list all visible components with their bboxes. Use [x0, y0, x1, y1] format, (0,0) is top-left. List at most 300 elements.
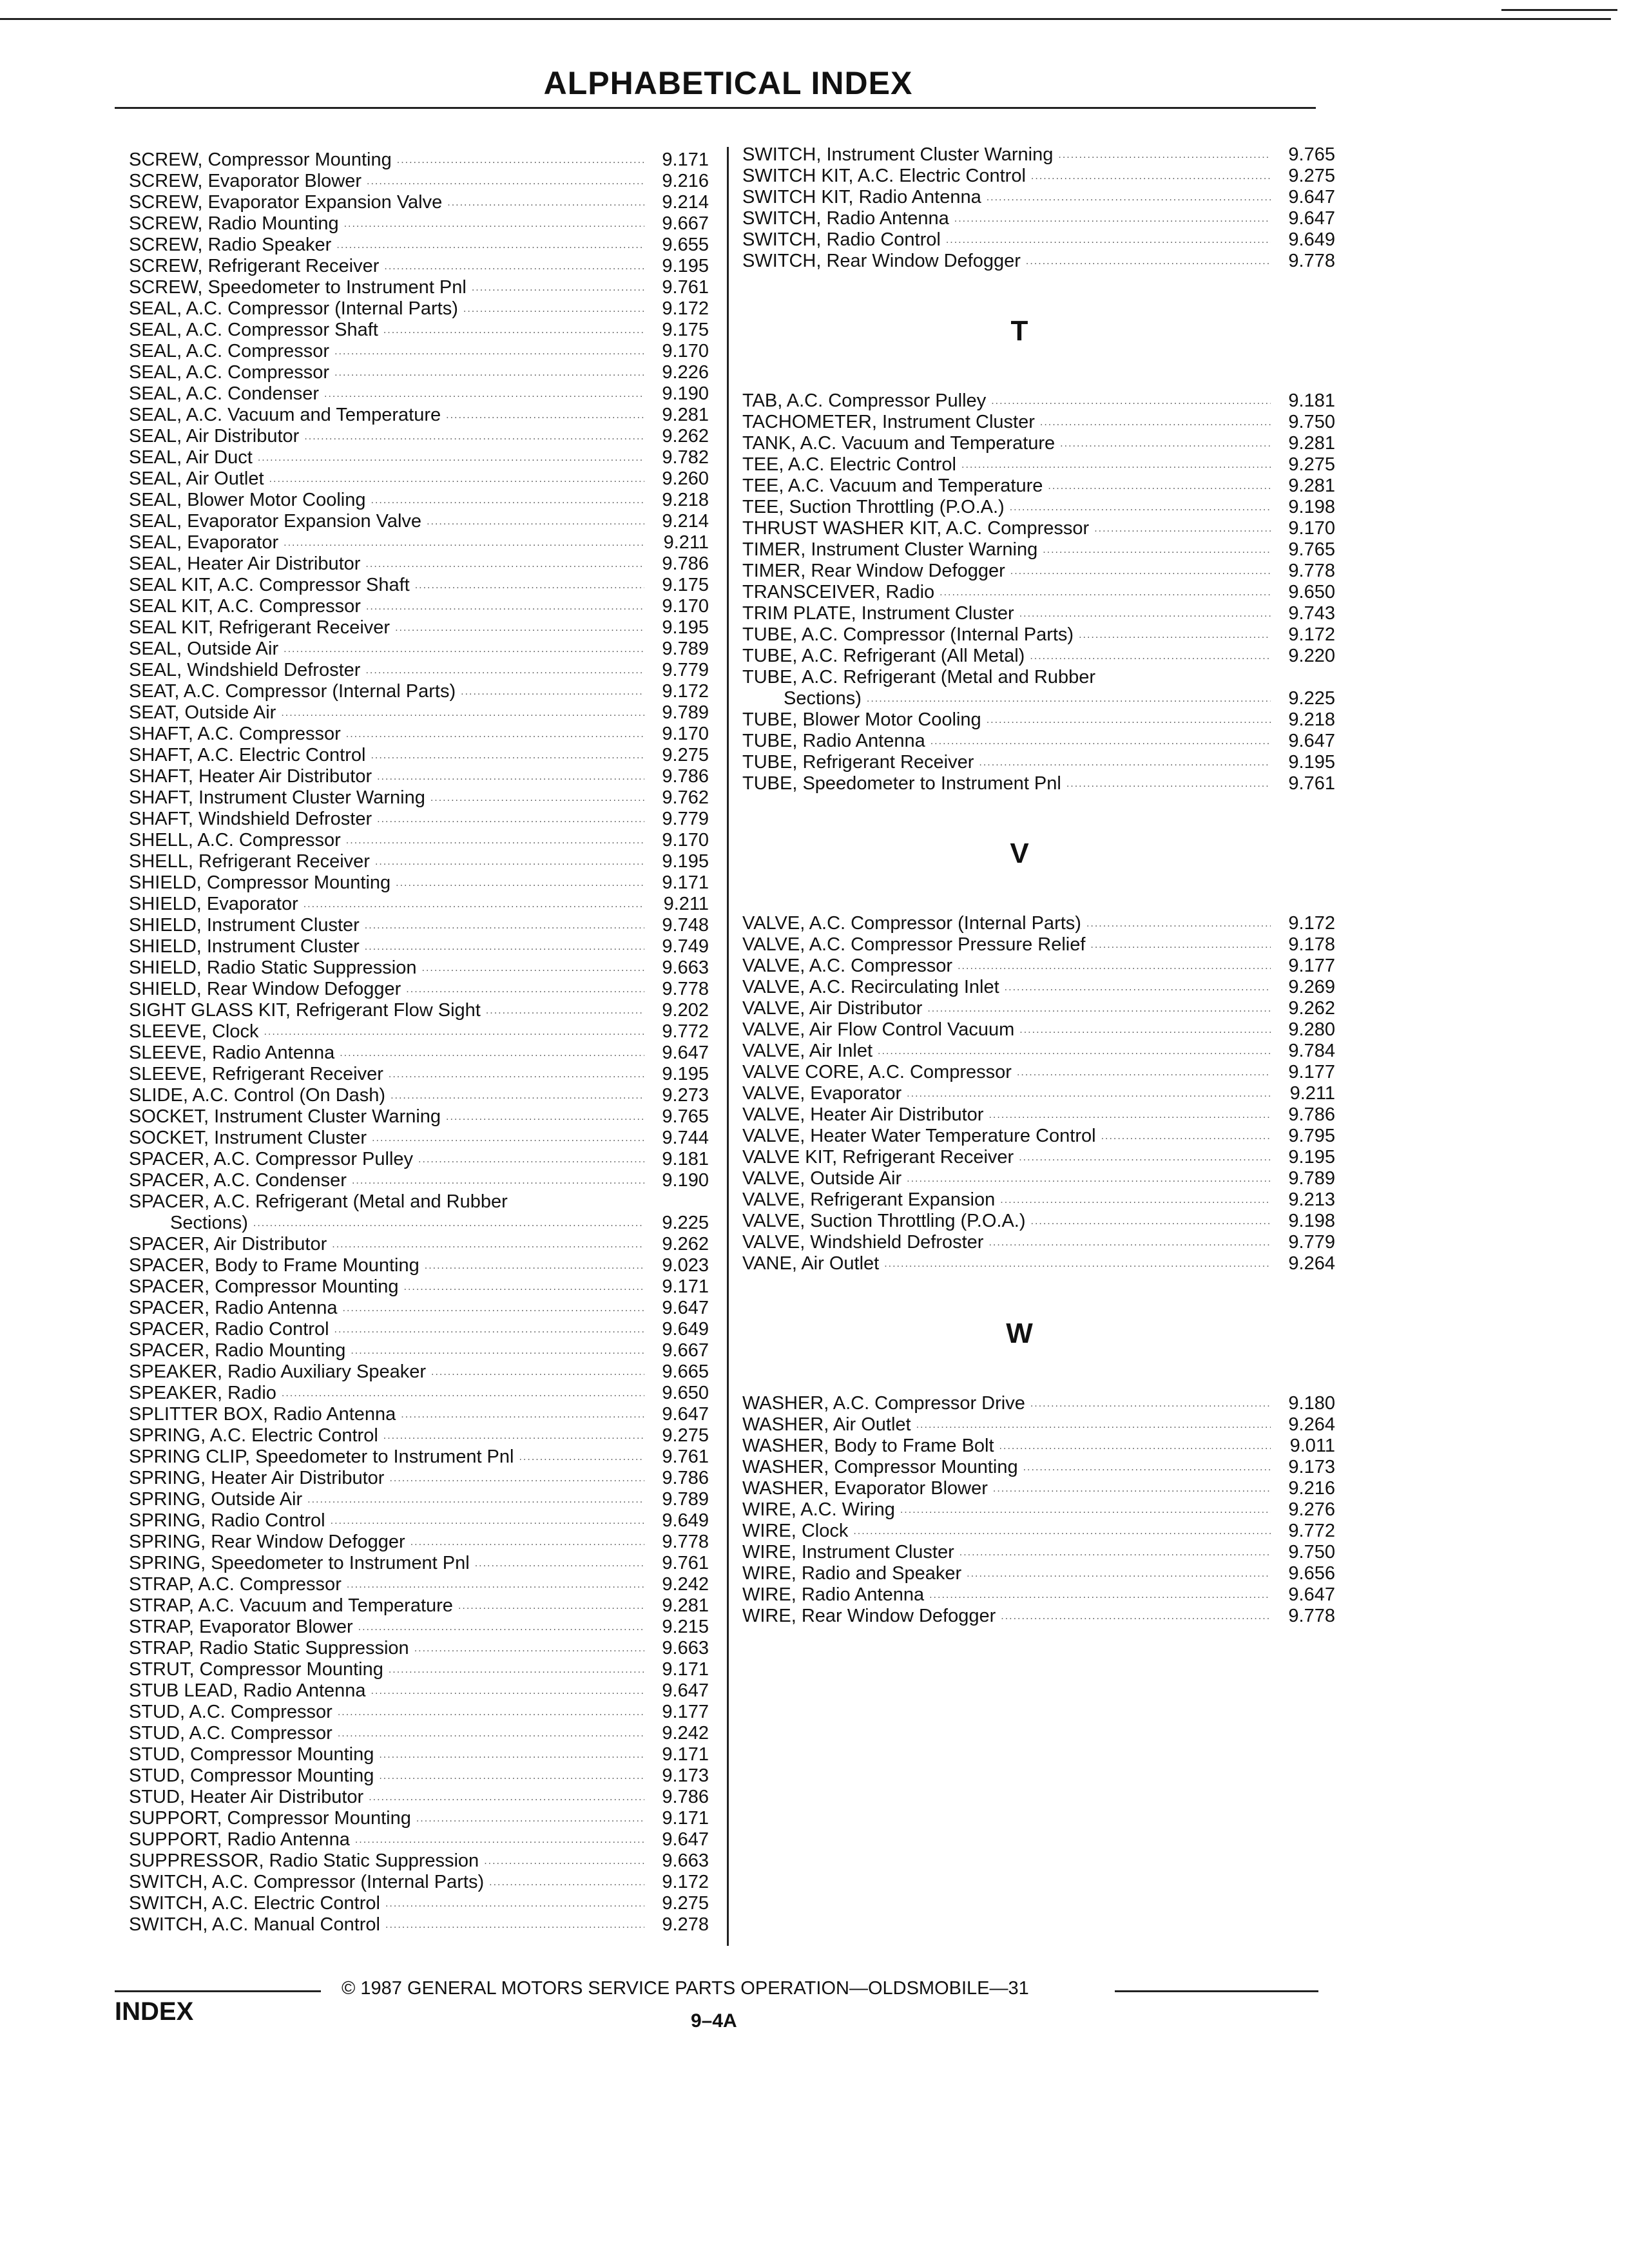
entry-page-number: 9.173	[662, 1765, 709, 1786]
entry-name: SHIELD, Evaporator	[129, 894, 298, 914]
entry-name: SWITCH, Radio Control	[742, 229, 941, 250]
index-entry	[742, 251, 1335, 272]
dot-leader	[347, 1170, 644, 1191]
entry-page-number: 9.762	[662, 787, 709, 808]
entry-page-number: 9.172	[662, 1872, 709, 1892]
dot-leader	[379, 256, 644, 277]
index-entry	[129, 1213, 709, 1234]
dot-leader	[384, 1468, 644, 1489]
dot-leader	[366, 490, 645, 511]
index-entry	[742, 624, 1335, 646]
index-entry	[742, 1436, 1335, 1457]
dot-leader	[319, 383, 644, 405]
entry-name: SHIELD, Instrument Cluster	[129, 915, 360, 936]
entry-name: SEAL, A.C. Vacuum and Temperature	[129, 405, 441, 425]
entry-name: SWITCH KIT, A.C. Electric Control	[742, 166, 1026, 186]
entry-name: SCREW, Radio Mounting	[129, 213, 339, 234]
entry-page-number: 9.181	[662, 1149, 709, 1169]
entry-page-number: 9.647	[1288, 187, 1335, 207]
index-entry	[742, 1041, 1335, 1062]
entry-name: TRANSCEIVER, Radio	[742, 582, 935, 602]
entry-name: TACHOMETER, Instrument Cluster	[742, 412, 1035, 432]
entry-name: SEAL KIT, A.C. Compressor Shaft	[129, 575, 410, 595]
entry-page-number: 9.761	[662, 1553, 709, 1573]
dot-leader	[872, 1041, 1271, 1062]
entry-page-number: 9.275	[662, 745, 709, 765]
entry-page-number: 9.786	[662, 553, 709, 574]
entry-name: WIRE, Clock	[742, 1521, 849, 1541]
entry-name: SPACER, Radio Mounting	[129, 1340, 346, 1361]
entry-name: WASHER, Body to Frame Bolt	[742, 1436, 994, 1456]
dot-leader	[385, 1085, 644, 1106]
entry-page-number: 9.172	[1288, 624, 1335, 645]
entry-name: TUBE, Radio Antenna	[742, 731, 925, 751]
entry-page-number: 9.786	[662, 1468, 709, 1488]
entry-name: SEAL, Heater Air Distributor	[129, 553, 361, 574]
entry-name: WIRE, Instrument Cluster	[742, 1542, 954, 1562]
index-entry	[742, 977, 1335, 998]
dot-leader	[996, 1606, 1271, 1627]
entry-name: SHIELD, Instrument Cluster	[129, 936, 360, 957]
index-entry	[129, 1765, 709, 1787]
entry-name: SPACER, Air Distributor	[129, 1234, 327, 1254]
entry-name: STRAP, Evaporator Blower	[129, 1617, 353, 1637]
dot-leader	[986, 390, 1271, 412]
index-entry	[129, 766, 709, 787]
dot-leader	[425, 787, 644, 809]
section-label: INDEX	[115, 1997, 194, 2026]
entry-page-number: 9.225	[1288, 688, 1335, 709]
entry-name: WIRE, Radio and Speaker	[742, 1563, 962, 1584]
dot-leader	[341, 724, 644, 745]
entry-name: WIRE, Rear Window Defogger	[742, 1606, 996, 1626]
letter-heading: W	[1006, 1318, 1033, 1349]
index-entry	[742, 1521, 1335, 1542]
index-entry	[129, 1021, 709, 1043]
dot-leader	[514, 1446, 644, 1468]
entry-page-number: 9.649	[1288, 229, 1335, 250]
dot-leader	[901, 1168, 1271, 1189]
index-entry	[129, 235, 709, 256]
entry-page-number: 9.743	[1288, 603, 1335, 624]
entry-name: STRAP, A.C. Compressor	[129, 1574, 342, 1595]
dot-leader	[276, 702, 644, 724]
entry-page-number: 9.778	[662, 1532, 709, 1552]
index-entry	[129, 681, 709, 702]
dot-leader	[1005, 561, 1271, 582]
dot-leader	[924, 1584, 1271, 1606]
entry-name: STUD, Heater Air Distributor	[129, 1787, 364, 1807]
dot-leader	[934, 582, 1271, 603]
index-entry	[129, 1744, 709, 1765]
entry-page-number: 9.226	[662, 362, 709, 383]
entry-name: SCREW, Radio Speaker	[129, 235, 332, 255]
dot-leader	[470, 1553, 644, 1574]
entry-name: WASHER, A.C. Compressor Drive	[742, 1393, 1025, 1414]
top-border-rule	[0, 18, 1611, 20]
entry-page-number: 9.647	[662, 1043, 709, 1063]
entry-name: SCREW, Compressor Mounting	[129, 149, 392, 170]
entry-page-number: 9.789	[662, 702, 709, 723]
index-entry	[129, 1128, 709, 1149]
index-entry	[129, 1702, 709, 1723]
entry-name: TUBE, A.C. Refrigerant (All Metal)	[742, 646, 1025, 666]
letter-heading: T	[1010, 315, 1028, 347]
index-entry	[742, 1232, 1335, 1253]
dot-leader	[1025, 646, 1271, 667]
entry-name: SEAL KIT, A.C. Compressor	[129, 596, 361, 617]
entry-name: SEAT, Outside Air	[129, 702, 276, 723]
entry-name: SHIELD, Rear Window Defogger	[129, 979, 401, 999]
dot-leader	[366, 1680, 644, 1702]
entry-page-number: 9.170	[662, 724, 709, 744]
index-entry	[742, 913, 1335, 934]
index-entry	[742, 646, 1335, 667]
dot-leader	[360, 660, 644, 681]
index-entry	[742, 1253, 1335, 1274]
index-entry	[129, 575, 709, 596]
entry-name: VALVE CORE, A.C. Compressor	[742, 1062, 1012, 1082]
entry-name: SCREW, Refrigerant Receiver	[129, 256, 380, 276]
entry-name: SWITCH, A.C. Compressor (Internal Parts)	[129, 1872, 485, 1892]
index-entry	[129, 532, 709, 553]
dot-leader	[253, 447, 644, 468]
index-entry	[742, 1457, 1335, 1478]
dot-leader	[999, 977, 1271, 998]
entry-page-number: 9.663	[662, 1850, 709, 1871]
dot-leader	[1018, 1457, 1271, 1478]
entry-page-number: 9.275	[1288, 166, 1335, 186]
entry-page-number: 9.214	[662, 192, 709, 213]
entry-page-number: 9.264	[1288, 1414, 1335, 1435]
entry-page-number: 9.789	[662, 639, 709, 659]
entry-page-number: 9.211	[1289, 1083, 1335, 1104]
entry-name: TEE, Suction Throttling (P.O.A.)	[742, 497, 1005, 517]
entry-page-number: 9.281	[662, 1595, 709, 1616]
entry-page-number: 9.667	[662, 1340, 709, 1361]
entry-name: VALVE, A.C. Recirculating Inlet	[742, 977, 999, 997]
entry-page-number: 9.195	[662, 851, 709, 872]
entry-name: TAB, A.C. Compressor Pulley	[742, 390, 987, 411]
index-entry	[129, 1085, 709, 1106]
entry-name: WIRE, Radio Antenna	[742, 1584, 925, 1605]
entry-name: SEAT, A.C. Compressor (Internal Parts)	[129, 681, 456, 702]
dot-leader	[383, 1064, 644, 1085]
entry-name: VALVE KIT, Refrigerant Receiver	[742, 1147, 1014, 1168]
index-entry	[129, 1872, 709, 1893]
index-entry	[129, 1170, 709, 1191]
index-entry	[742, 773, 1335, 794]
index-entry	[129, 1446, 709, 1468]
index-entry	[742, 709, 1335, 731]
index-entry	[129, 702, 709, 724]
index-entry	[129, 1808, 709, 1829]
entry-name: SPRING CLIP, Speedometer to Instrument Pnl	[129, 1446, 514, 1467]
index-entry	[742, 166, 1335, 187]
index-entry	[129, 320, 709, 341]
top-border-rule-end	[1501, 9, 1617, 11]
dot-leader	[901, 1083, 1271, 1104]
entry-name: SPEAKER, Radio Auxiliary Speaker	[129, 1361, 426, 1382]
entry-page-number: 9.786	[662, 766, 709, 787]
index-entry	[742, 476, 1335, 497]
entry-name: STRUT, Compressor Mounting	[129, 1659, 383, 1680]
entry-name: SPRING, A.C. Electric Control	[129, 1425, 378, 1446]
index-entry	[742, 1584, 1335, 1606]
entry-name: SPACER, Compressor Mounting	[129, 1276, 399, 1297]
page-number: 9–4A	[691, 2010, 737, 2032]
dot-leader	[405, 1532, 644, 1553]
entry-page-number: 9.171	[662, 149, 709, 170]
entry-page-number: 9.218	[1288, 709, 1335, 730]
dot-leader	[361, 171, 644, 192]
dot-leader	[334, 1043, 644, 1064]
dot-leader	[1035, 412, 1271, 433]
dot-leader	[370, 851, 644, 872]
entry-name: SCREW, Evaporator Expansion Valve	[129, 192, 443, 213]
entry-page-number: 9.202	[662, 1000, 709, 1021]
entry-page-number: 9.772	[1288, 1521, 1335, 1541]
entry-name: SCREW, Evaporator Blower	[129, 171, 362, 191]
entry-page-number: 9.242	[662, 1574, 709, 1595]
entry-page-number: 9.175	[662, 320, 709, 340]
dot-leader	[409, 1638, 644, 1659]
entry-name: SLEEVE, Refrigerant Receiver	[129, 1064, 383, 1084]
entry-page-number: 9.647	[1288, 208, 1335, 229]
entry-page-number: 9.170	[662, 596, 709, 617]
index-entry	[129, 1000, 709, 1021]
index-entry	[742, 187, 1335, 208]
dot-leader	[1053, 144, 1271, 166]
dot-leader	[988, 1478, 1271, 1499]
index-entry	[742, 1414, 1335, 1436]
entry-name: VALVE, Air Inlet	[742, 1041, 873, 1061]
entry-page-number: 9.649	[662, 1510, 709, 1531]
index-entry	[129, 1723, 709, 1744]
index-entry	[129, 1149, 709, 1170]
entry-page-number: 9.275	[1288, 454, 1335, 475]
entry-name: SLEEVE, Clock	[129, 1021, 259, 1042]
index-entry	[742, 1563, 1335, 1584]
entry-page-number: 9.281	[662, 405, 709, 425]
dot-leader	[426, 1361, 644, 1383]
dot-leader	[458, 298, 644, 320]
index-entry	[129, 426, 709, 447]
entry-name: SEAL, A.C. Compressor (Internal Parts)	[129, 298, 458, 319]
entry-page-number: 9.180	[1288, 1393, 1335, 1414]
dot-leader	[390, 617, 644, 639]
dot-leader	[417, 957, 645, 979]
entry-page-number: 9.655	[662, 235, 709, 255]
entry-page-number: 9.177	[1288, 956, 1335, 976]
entry-page-number: 9.273	[662, 1085, 709, 1106]
index-entry	[742, 1499, 1335, 1521]
entry-page-number: 9.750	[1288, 1542, 1335, 1562]
entry-page-number: 9.761	[1288, 773, 1335, 794]
dot-leader	[484, 1872, 644, 1893]
index-entry	[129, 553, 709, 575]
dot-leader	[396, 1404, 644, 1425]
index-entry	[742, 1393, 1335, 1414]
entry-page-number: 9.750	[1288, 412, 1335, 432]
index-entry	[129, 1191, 709, 1213]
entry-name: SWITCH KIT, Radio Antenna	[742, 187, 981, 207]
index-entry	[129, 1276, 709, 1298]
dot-leader	[399, 1276, 644, 1298]
index-entry	[129, 1298, 709, 1319]
entry-name: SPLITTER BOX, Radio Antenna	[129, 1404, 396, 1425]
entry-page-number: 9.765	[1288, 144, 1335, 165]
entry-name: VALVE, A.C. Compressor (Internal Parts)	[742, 913, 1081, 934]
dot-leader	[508, 1191, 709, 1213]
dot-leader	[421, 511, 644, 532]
dot-leader	[367, 1128, 644, 1149]
entry-page-number: 9.647	[1288, 1584, 1335, 1605]
entry-name: SPRING, Speedometer to Instrument Pnl	[129, 1553, 470, 1573]
entry-page-number: 9.172	[662, 298, 709, 319]
index-entry	[742, 561, 1335, 582]
dot-leader	[895, 1499, 1271, 1521]
entry-name: SPRING, Outside Air	[129, 1489, 303, 1510]
index-entry	[742, 582, 1335, 603]
entry-page-number: 9.190	[662, 1170, 709, 1191]
index-entry	[742, 390, 1335, 412]
dot-leader	[299, 426, 644, 447]
entry-name: VALVE, Outside Air	[742, 1168, 902, 1189]
dot-leader	[1074, 624, 1271, 646]
index-entry	[742, 518, 1335, 539]
entry-name: TUBE, Blower Motor Cooling	[742, 709, 981, 730]
dot-leader	[1026, 166, 1271, 187]
index-entry	[129, 1043, 709, 1064]
index-entry	[742, 1019, 1335, 1041]
entry-name: SIGHT GLASS KIT, Refrigerant Flow Sight	[129, 1000, 481, 1021]
entry-name: TUBE, Speedometer to Instrument Pnl	[742, 773, 1061, 794]
entry-name: SLIDE, A.C. Control (On Dash)	[129, 1085, 386, 1106]
index-entry	[129, 1489, 709, 1510]
entry-name: STUD, A.C. Compressor	[129, 1702, 333, 1722]
index-entry	[742, 412, 1335, 433]
entry-name: SPRING, Heater Air Distributor	[129, 1468, 385, 1488]
index-entry	[129, 1553, 709, 1574]
entry-page-number: 9.178	[1288, 934, 1335, 955]
index-entry	[742, 1189, 1335, 1211]
entry-page-number: 9.171	[662, 1276, 709, 1297]
index-entry	[129, 1850, 709, 1872]
entry-page-number: 9.649	[662, 1319, 709, 1340]
entry-page-number: 9.789	[1288, 1168, 1335, 1189]
entry-page-number: 9.216	[662, 171, 709, 191]
index-entry	[129, 1468, 709, 1489]
entry-name: SEAL, Air Outlet	[129, 468, 264, 489]
dot-leader	[360, 936, 644, 957]
entry-page-number: 9.782	[662, 447, 709, 468]
index-entry	[129, 872, 709, 894]
dot-leader	[329, 341, 644, 362]
index-entry	[129, 1319, 709, 1340]
dot-leader	[1021, 251, 1271, 272]
index-entry	[742, 1147, 1335, 1168]
footer-rule-right	[1115, 1990, 1318, 1992]
entry-page-number: 9.177	[662, 1702, 709, 1722]
dot-leader	[365, 745, 644, 766]
entry-page-number: 9.280	[1288, 1019, 1335, 1040]
index-entry	[129, 1404, 709, 1425]
index-entry	[129, 1617, 709, 1638]
entry-page-number: 9.647	[662, 1829, 709, 1850]
title-rule	[115, 107, 1316, 109]
index-entry	[742, 752, 1335, 773]
entry-page-number: 9.778	[1288, 251, 1335, 271]
dot-leader	[401, 979, 644, 1000]
index-entry	[742, 934, 1335, 956]
dot-leader	[981, 187, 1271, 208]
entry-page-number: 9.275	[662, 1425, 709, 1446]
entry-name: VANE, Air Outlet	[742, 1253, 880, 1274]
dot-leader	[378, 320, 644, 341]
dot-leader	[392, 149, 644, 171]
entry-name: SWITCH, A.C. Manual Control	[129, 1914, 380, 1935]
entry-name: SHAFT, Heater Air Distributor	[129, 766, 372, 787]
entry-page-number: 9.218	[662, 490, 709, 510]
index-entry	[129, 149, 709, 171]
index-entry	[129, 1787, 709, 1808]
entry-name: STUB LEAD, Radio Antenna	[129, 1680, 366, 1701]
index-entry	[129, 298, 709, 320]
entry-name: SWITCH, Rear Window Defogger	[742, 251, 1021, 271]
entry-name: STUD, Compressor Mounting	[129, 1765, 374, 1786]
entry-page-number: 9.665	[662, 1361, 709, 1382]
entry-name: SHIELD, Compressor Mounting	[129, 872, 391, 893]
index-entry	[129, 1425, 709, 1446]
dot-leader	[339, 213, 644, 235]
dot-leader	[1005, 497, 1271, 518]
dot-leader	[278, 532, 644, 553]
dot-leader	[264, 468, 644, 490]
entry-name: STRAP, A.C. Vacuum and Temperature	[129, 1595, 453, 1616]
index-entry	[129, 894, 709, 915]
dot-leader	[1085, 934, 1271, 956]
entry-name: SUPPORT, Radio Antenna	[129, 1829, 350, 1850]
column-divider	[727, 147, 729, 1946]
dot-leader	[952, 956, 1271, 977]
dot-leader	[360, 915, 644, 936]
index-entry	[742, 1083, 1335, 1104]
entry-page-number: 9.789	[662, 1489, 709, 1510]
entry-page-number: 9.269	[1288, 977, 1335, 997]
index-entry	[129, 1914, 709, 1936]
index-entry	[742, 454, 1335, 476]
entry-name: SUPPORT, Compressor Mounting	[129, 1808, 411, 1829]
entry-name: SEAL, Air Duct	[129, 447, 253, 468]
index-entry	[129, 341, 709, 362]
dot-leader	[1089, 518, 1271, 539]
entry-page-number: 9.779	[662, 809, 709, 829]
dot-leader	[481, 1000, 644, 1021]
dot-leader	[961, 1563, 1271, 1584]
dot-leader	[1014, 1147, 1271, 1168]
entry-page-number: 9.778	[1288, 1606, 1335, 1626]
entry-page-number: 9.172	[1288, 913, 1335, 934]
footer-copyright: © 1987 GENERAL MOTORS SERVICE PARTS OPERATION—OLDSMOBILE—31	[342, 1978, 1029, 1999]
entry-page-number: 9.778	[1288, 561, 1335, 581]
entry-page-number: 9.198	[1288, 1211, 1335, 1231]
index-entry	[129, 1383, 709, 1404]
entry-page-number: 9.779	[662, 660, 709, 680]
dot-leader	[331, 235, 644, 256]
entry-name: WASHER, Compressor Mounting	[742, 1457, 1018, 1477]
entry-page-number: 9.778	[662, 979, 709, 999]
